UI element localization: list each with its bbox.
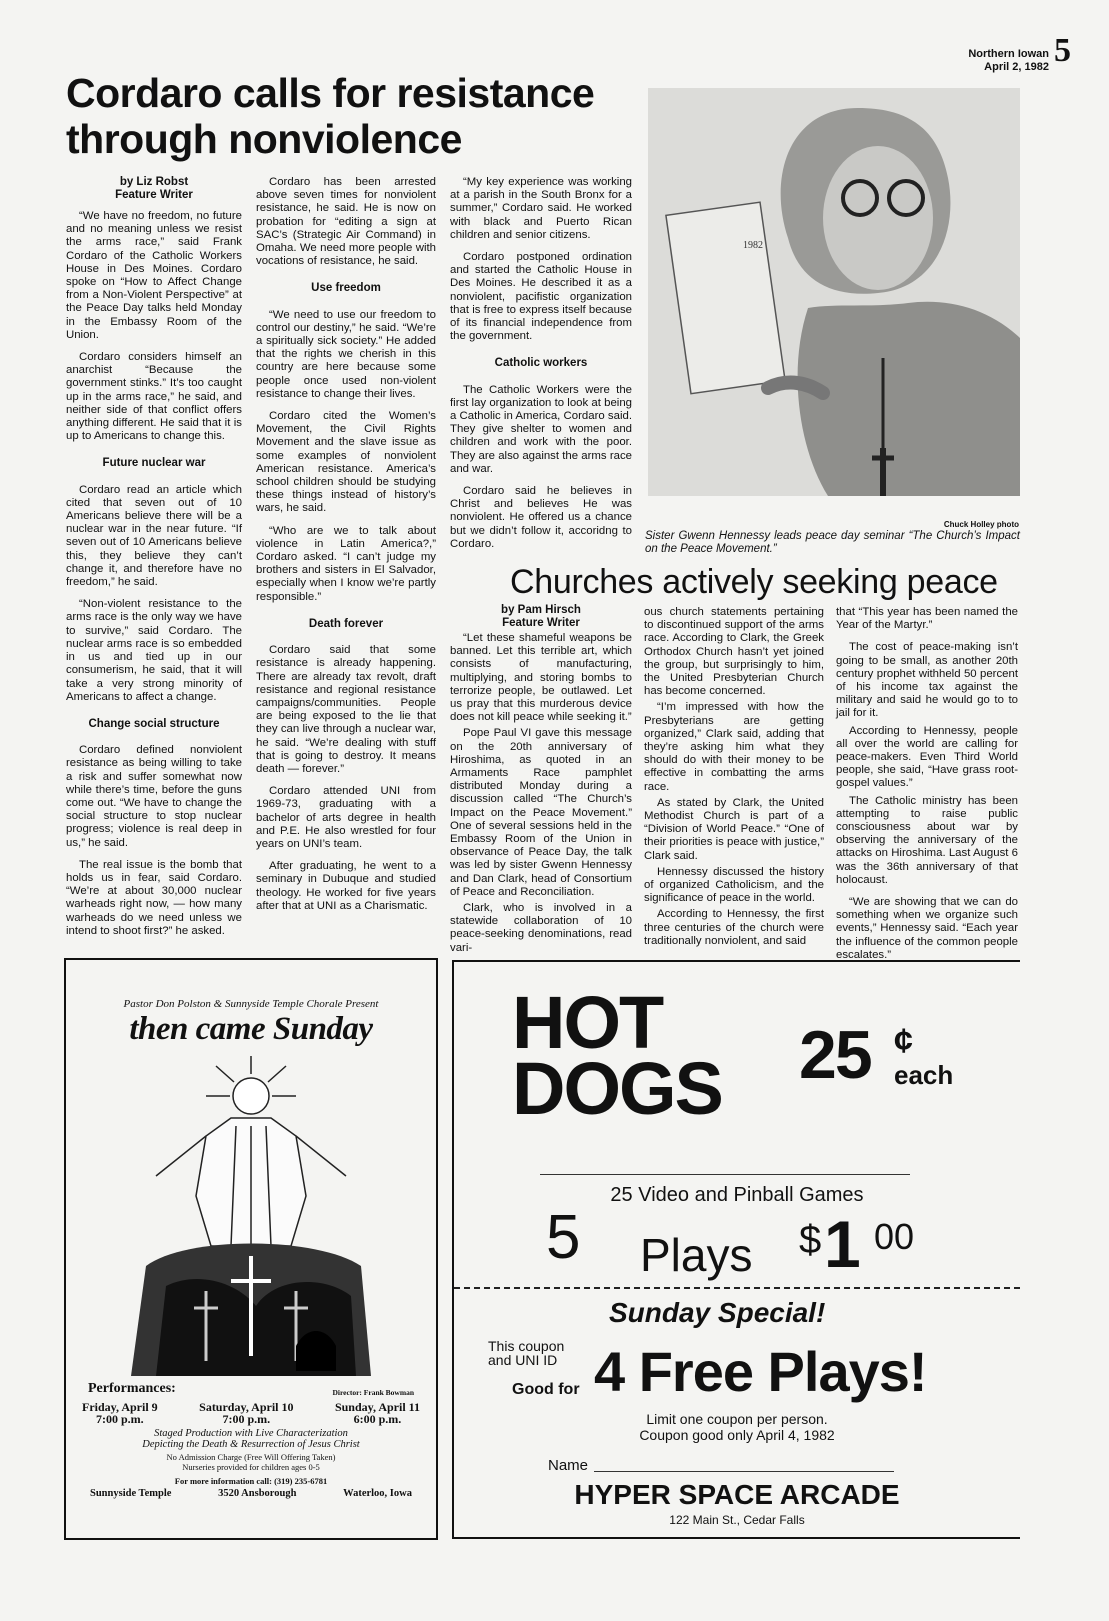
paragraph: “I’m impressed with how the Presbyterians are getting organized,” Clark said, adding that they’re asking him what they should do with their money to be effective in combatting the arms race. (644, 701, 824, 793)
show-time: 7:00 p.m. (96, 1412, 144, 1426)
phone-info: For more information call: (319) 235-6781 (174, 1476, 328, 1486)
jesus-resurrection-illustration (126, 1056, 376, 1376)
paragraph: Cordaro attended UNI from 1969-73, graduating with a bachelor of arts degree in health and P.E. He also wrestled for four years on UNI’s team. (256, 785, 436, 850)
dogs-word: DOGS (512, 1047, 722, 1130)
dollar-sign: $ (799, 1218, 822, 1262)
limit-text: Limit one coupon per person. (646, 1411, 828, 1427)
paragraph: Cordaro considers himself an anarchist “Because the government stinks.” It’s too caught up in the arms race,” he said, and neither side of that conflict offers anything different. He said that it is up to Americans to change this. (66, 351, 242, 443)
paragraph: Cordaro defined nonviolent resistance as being willing to take a risk and suffer somewhat now while there’s time, before the guns come out. “We have to change the social structure to stop nuclear progress; violence is real deep in us,” he said. (66, 744, 242, 849)
performance-3 (335, 1401, 420, 1425)
divider (540, 1174, 910, 1175)
svg-text:1982: 1982 (743, 240, 763, 251)
paragraph: “We have no freedom, no future and no meaning unless we resist the arms race,” said Frank Cordaro of the Catholic Workers House in Des Moines. Cordaro spoke on “How to Affect Change from a Non-Violent Perspective” at the Peace Day talks held Monday in the Embassy Room of the Union. (66, 210, 242, 341)
paragraph: “We are showing that we can do something when we organize such events,” Hennessy said. “Each year the influence of the common people escalates.” (836, 896, 1018, 961)
this-coupon-text: This coupon (488, 1338, 565, 1354)
paragraph: The Catholic Workers were the first lay organization to look at being a Catholic in America, Cordaro said. They give shelter to women and children and work with the poor. They are also against the arms race and war. (450, 383, 632, 475)
paragraph: “Who are we to talk about violence in Latin America?,” Cordaro asked. “I can’t judge my brothers and sisters in El Salvador, especially when I know we’re partly responsible.” (256, 524, 436, 603)
article2-column-2 (644, 606, 824, 951)
business-name: HYPER SPACE ARCADE (574, 1479, 900, 1510)
paragraph: Cordaro has been arrested above seven times for nonviolent resistance, he said. He is now on probation for “editing a sign at SAC’s (Strategic Air Command) in Omaha. We need more people with vocations of resistance, he said. (256, 176, 436, 268)
paragraph: “My key experience was working at a parish in the South Bronx for a summer,” Cordaro said. He worked with black and Puerto Rican children and senior citizens. (450, 176, 632, 241)
dollar-amount: 1 (824, 1207, 861, 1281)
photo-caption: Sister Gwenn Hennessy leads peace day seminar “The Church’s Impact on the Peace Movement.” (645, 530, 1020, 555)
coupon-requirements (488, 1339, 564, 1367)
cent-sign: ¢ (894, 1022, 913, 1060)
coupon[interactable] (454, 1287, 1020, 1539)
portrait-illustration (648, 88, 1020, 496)
paragraph: Cordaro said he believes in Christ and believes He was nonviolent. He offered us a chance but we didn’t follow it, accoridng to Cordaro. (450, 485, 632, 550)
author: by Pam Hirsch (501, 604, 581, 616)
paragraph: The real issue is the bomb that holds us in fear, said Cordaro. “We’re at about 30,000 nuclear warheads right now, — how many warheads do we need unless we intend to shoot first?” he asked. (66, 858, 242, 937)
article1-column-1 (66, 176, 242, 947)
hot-word: HOT (512, 981, 663, 1064)
performance-dates (66, 1397, 436, 1425)
performances-label: Performances: (88, 1381, 176, 1396)
paragraph: ous church statements pertaining to discontinued support of the arms race. According to Clark, the Greek Orthodox Church hasn’t yet joined the group, but surprisingly to him, the United Presbyterian Church has become concerned. (644, 606, 824, 698)
article1-headline (66, 70, 646, 162)
staged-line-1: Staged Production with Live Characterization (154, 1428, 348, 1439)
paper-name: Northern Iowan (968, 48, 1049, 60)
show-day: Friday, April 9 (82, 1400, 158, 1414)
paragraph: “Non-violent resistance to the arms race is the only way we have to survive,” said Cordaro. The nuclear arms race is so embedded in us and tied up in our consumerism, he said, that it will take a very strong minority of Americans to affect a change. (66, 598, 242, 703)
uni-id-text: and UNI ID (488, 1352, 558, 1368)
subheading: Future nuclear war (102, 457, 206, 470)
free-plays-offer: 4 Free Plays! (594, 1340, 927, 1403)
sunday-special: Sunday Special! (609, 1297, 826, 1328)
paragraph: Pope Paul VI gave this message on the 20th anniversary of Hiroshima, as quoted in an Armaments Race pamphlet distributed Monday during a discussion called “The Church’s Impact on the Peace Movement.” One of several sessions held in the Embassy Room of the Union in observance of Peace Day, the talk was led by sister Gwenn Hennessy and Dan Clark, head of Consortium of Peace and Reconciliation. (450, 727, 632, 898)
paragraph: Cordaro postponed ordination and started the Catholic House in Des Moines. He described it as a nonviolent, pacifistic organization that is free to express itself because of its financial independence from the government. (450, 251, 632, 343)
director-credit: Director: Frank Bowman (332, 1388, 414, 1397)
performance-2 (199, 1401, 293, 1425)
good-for-label: Good for (512, 1381, 580, 1398)
plays-word: Plays (640, 1229, 753, 1281)
page-number: 5 (1054, 32, 1071, 69)
venue-name: Sunnyside Temple (90, 1488, 172, 1499)
article2-column-1 (450, 604, 632, 958)
paragraph: The Catholic ministry has been attempting to raise public consciousness about war by observing the anniversary of the attacks on Hiroshima. Last August 6 was the 36th anniversary of that holocaust. (836, 794, 1018, 886)
paragraph: The cost of peace-making isn’t going to be small, as another 20th century prophet withheld 50 percent of his income tax against the military and said he would go to to jail for it. (836, 641, 1018, 720)
subheading: Death forever (308, 617, 384, 630)
paragraph: After graduating, he went to a seminary in Dubuque and studied theology. He worked for five years after that at UNI as a Charismatic. (256, 860, 436, 912)
paragraph: According to Hennessy, people all over the world are calling for peace-makers. Even Third World people, she said, “Have grass root-gospel values.” (836, 724, 1018, 790)
headline-line-1: Cordaro calls for resistance (66, 70, 595, 116)
author-role: Feature Writer (502, 617, 580, 629)
hot-dog-price: 25 (799, 1017, 871, 1093)
subheading: Catholic workers (494, 357, 588, 370)
cents-amount: 00 (874, 1216, 915, 1257)
issue-date: April 2, 1982 (984, 61, 1049, 73)
admission-note: No Admission Charge (Free Will Offering Taken) (166, 1452, 336, 1462)
presenter-line: Pastor Don Polston & Sunnyside Temple Chorale Present (123, 998, 379, 1010)
venue-street: 3520 Ansborough (218, 1488, 297, 1499)
performance-1 (82, 1401, 158, 1425)
show-day: Sunday, April 11 (334, 1400, 420, 1414)
subheading: Change social structure (88, 717, 220, 730)
show-time: 6:00 p.m. (353, 1412, 402, 1426)
ad-then-came-sunday (64, 958, 438, 1540)
paragraph: Clark, who is involved in a statewide collaboration of 10 peace-seeking denominations, read vari- (450, 902, 632, 954)
paragraph: “Let these shameful weapons be banned. Let this terrible art, which consists of manufacturing, multiplying, and storing bombs to terrorize people, be outlawed. Let us pray that this murderous device does not kill peace while seeking it.” (450, 632, 632, 724)
byline (66, 176, 242, 202)
paragraph: As stated by Clark, the United Methodist Church is part of a “Division of World Peace.” “One of their priorities is peace with justice,” Clark said. (644, 796, 824, 862)
each-label: each (894, 1060, 954, 1090)
author: by Liz Robst (119, 176, 189, 188)
valid-date-text: Coupon good only April 4, 1982 (639, 1427, 835, 1443)
article2-headline: Churches actively seeking peace (510, 563, 998, 601)
venue-city: Waterloo, Iowa (343, 1488, 412, 1499)
paragraph: Cordaro said that some resistance is already happening. There are already tax revolt, draft resistance and regional resistance campaigns/communities. People are being exposed to the lie that they can live through a nuclear war, he said. “We’re dealing with stuff that is going to destroy. It means death — forever.” (256, 644, 436, 775)
photo-credit: Chuck Holley photo (943, 520, 1019, 529)
hot-dogs-title (512, 981, 722, 1130)
games-line: 25 Video and Pinball Games (610, 1184, 864, 1206)
paragraph: “We need to use our freedom to control our destiny,” he said. “We’re a spiritually sick society.” He added that the rights we cherish in this country are here because some people once used non-violent resistance to change their lives. (256, 308, 436, 400)
paragraph: Cordaro cited the Women’s Movement, the Civil Rights Movement and the slave issue as some examples of nonviolent American resistance. America’s school children should be studying these things instead of history’s wars, he said. (256, 410, 436, 515)
hennessy-photo (648, 88, 1020, 496)
show-title: then came Sunday (129, 1011, 373, 1047)
staged-line-2: Depicting the Death & Resurrection of Jesus Christ (142, 1439, 360, 1450)
paragraph: Hennessy discussed the history of organized Catholicism, and the significance of peace in the world. (644, 865, 824, 905)
show-time: 7:00 p.m. (222, 1412, 271, 1426)
show-day: Saturday, April 10 (199, 1400, 294, 1414)
article2-column-3 (836, 606, 1018, 971)
paragraph: Cordaro read an article which cited that seven out of 10 Americans believe there will be a nuclear war in the near future. “If seven out of 10 Americans believe this, they believe they can’t change it, and therefore have no freedom,” he said. (66, 483, 242, 589)
name-field[interactable] (594, 1471, 894, 1472)
article1-column-2 (256, 176, 436, 922)
paragraph: According to Hennessy, the first three centuries of the church were traditionally nonviolent, and said (644, 908, 824, 947)
performances-header (66, 1381, 436, 1397)
coupon-terms (454, 1411, 1020, 1443)
subheading: Use freedom (311, 282, 381, 295)
ad-hyper-space-arcade (452, 960, 1020, 1539)
article1-column-3 (450, 176, 632, 560)
author-role: Feature Writer (115, 189, 193, 201)
paragraph: that “This year has been named the Year of the Martyr.” (836, 606, 1018, 632)
plays-count: 5 (546, 1203, 581, 1272)
venue-address (66, 1486, 436, 1499)
name-label: Name (548, 1457, 589, 1474)
byline (450, 604, 632, 630)
nursery-note: Nurseries provided for children ages 0-5 (182, 1461, 320, 1472)
masthead (968, 32, 1071, 74)
business-address: 122 Main St., Cedar Falls (669, 1513, 805, 1527)
headline-line-2: through nonviolence (66, 116, 462, 162)
